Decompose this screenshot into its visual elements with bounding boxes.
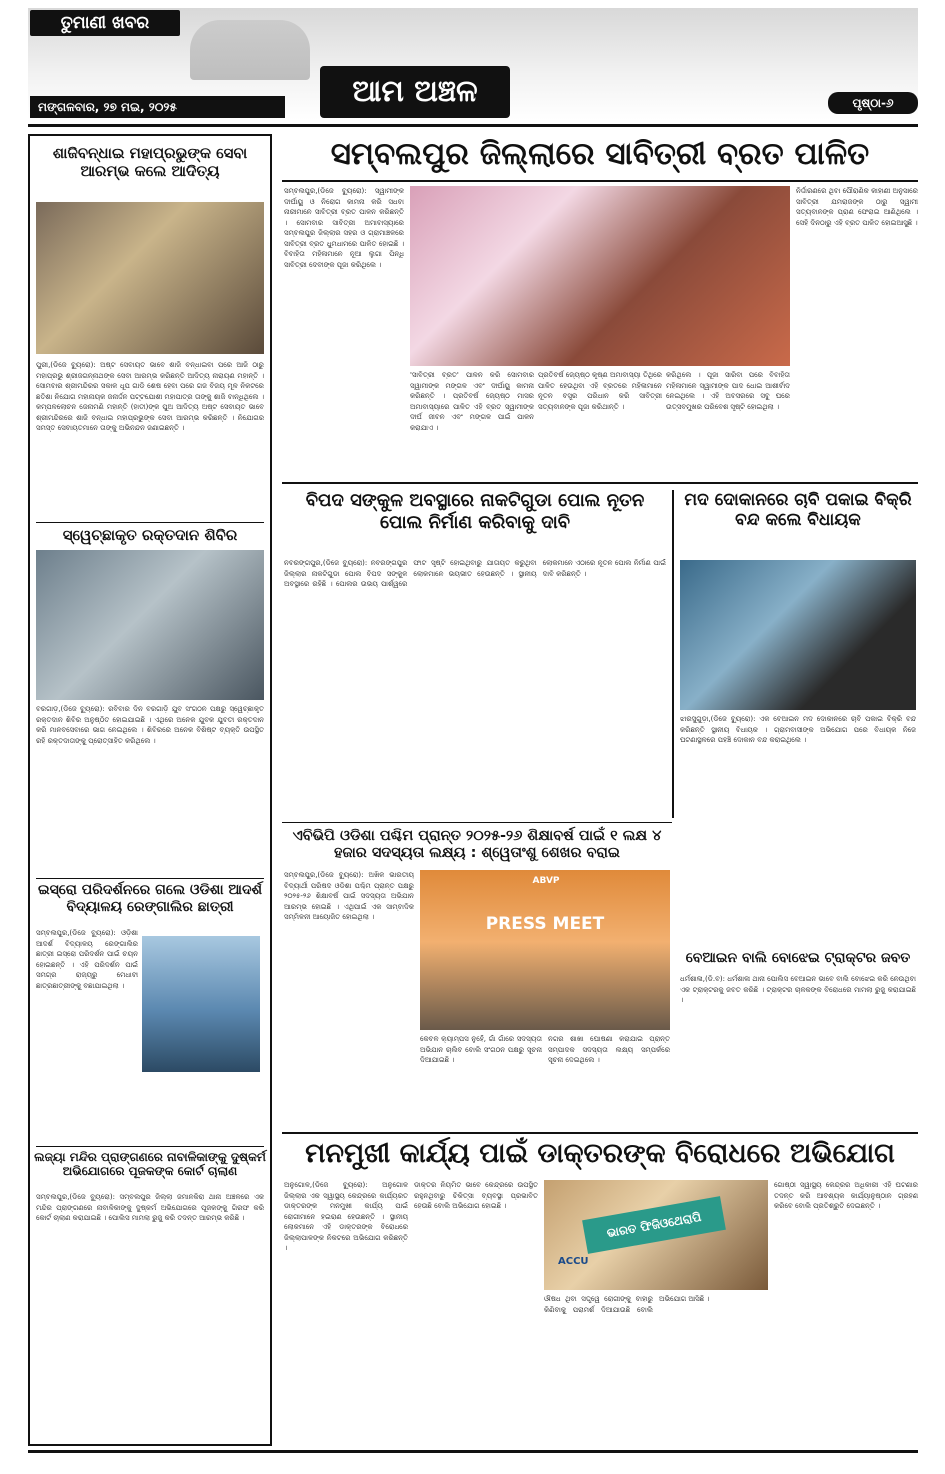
masthead-rule	[28, 124, 918, 127]
liquor-photo	[680, 560, 916, 710]
headline-rule	[282, 180, 918, 182]
divider	[36, 878, 264, 879]
bridge-body: ନବରଙ୍ଗପୁର,(ଡିଜେ ବ୍ୟୁରୋ): ନବରଙ୍ଗପୁର ଜିଲ୍ଲାର ନାକଟିଗୁଡା ପୋଲ ବିପଦ ସଙ୍କୁଳ ଅବସ୍ଥାରେ ରହିଛି । ପୋଲର ଉଭୟ ପାର୍ଶ୍ୱରେ ଫାଟ ସୃଷ୍ଟି ହୋଇଥିବାରୁ ଯାତାୟତ କରୁଥିବା ଲୋକମାନେ ଭୟଭୀତ ହେଉଛନ୍ତି । ସ୍ଥାନୀୟ ଲୋକମାନେ ଏଠାରେ ନୂତନ ପୋଲ ନିର୍ମାଣ ପାଇଁ ଦାବି କରିଛନ୍ତି ।	[284, 559, 666, 588]
dateline: ମଙ୍ଗଳବାର, ୨୭ ମଇ, ୨୦୨୫	[30, 96, 285, 118]
clinic-card: ଭାରତ ଫିଜିଓଥେରାପି	[582, 1196, 726, 1254]
story3-headline: ଇସ୍ରୋ ପରିଦର୍ଶନରେ ଗଲେ ଓଡିଶା ଆଦର୍ଶ ବିଦ୍ୟାଳୟ ରେଙ୍ଗାଲିର ଛାତ୍ରୀ	[38, 882, 262, 915]
temple-silhouette	[190, 20, 310, 80]
liquor-headline: ମଦ ଦୋକାନରେ ଚାବି ପକାଇ ବିକ୍ରି ବନ୍ଦ କଲେ ବିଧାୟକ	[684, 490, 912, 531]
main-body-e: ନିର୍ଦ୍ଦାରଣରେ ଥିବା ପୌରାଣିକ କାହାଣୀ ଅନୁସାରେ ସାବିତ୍ରୀ ଯମରାଜଙ୍କ ଠାରୁ ସ୍ୱାମୀ ସତ୍ୟବାନଙ୍କ ପ୍ରାଣ ଫେରାଇ ଆଣିଥିଲେ । ସେହି ଦିନଠାରୁ ଏହି ବ୍ରତ ପାଳିତ ହୋଇଆସୁଛି ।	[796, 187, 918, 227]
doctor-body-d: ଗୋଷ୍ଠୀ ସ୍ୱାସ୍ଥ୍ୟ କେନ୍ଦ୍ରର ଅଧିକାରୀ ଏହି ଘଟଣାର ତଦନ୍ତ କରି ଆବଶ୍ୟକ କାର୍ଯ୍ୟାନୁଷ୍ଠାନ ଗ୍ରହଣ କରିବେ ବୋଲି ପ୍ରତିଶ୍ରୁତି ଦେଇଛନ୍ତି ।	[774, 1181, 918, 1210]
clinic-card-sub: ACCU	[558, 1256, 589, 1267]
story2-headline: ସ୍ୱେଚ୍ଛାକୃତ ରକ୍ତଦାନ ଶିବିର	[62, 526, 238, 544]
story2-body: ବରଗାଡ଼,(ଡିଜେ ବ୍ୟୁରୋ): ରବିବାର ଦିନ ବରଗାଡ଼ି ଯୁବ ସଂଗଠନ ପକ୍ଷରୁ ସ୍ୱେଚ୍ଛାକୃତ ରକ୍ତଦାନ ଶିବିର ଅନୁଷ୍ଠିତ ହୋଇଯାଇଛି । ଏଥିରେ ଅନେକ ଯୁବକ ଯୁବତୀ ରକ୍ତଦାନ କରି ମାନବସେବାରେ ଭାଗ ନେଇଥିଲେ । ଶିବିରରେ ଅନେକ ବିଶିଷ୍ଟ ବ୍ୟକ୍ତି ଉପସ୍ଥିତ ରହି ରକ୍ତଦାତାଙ୍କୁ ପ୍ରୋତ୍ସାହିତ କରିଥିଲେ ।	[36, 705, 264, 745]
press-meet-banner: PRESS MEET	[485, 914, 605, 934]
divider	[282, 822, 672, 823]
abvp-body-c: ନଗର ଶାଖା ଘୋଷଣା କରାଯାଇ ପ୍ରାନ୍ତ ସମ୍ପାଦକ ସଦସ୍ୟତା ଲକ୍ଷ୍ୟ ସମ୍ପର୍କରେ ସୂଚନା ଦେଇଥିଲେ ।	[548, 1035, 670, 1064]
main-body-a: ସମ୍ବଲପୁର,(ଡିଜେ ବ୍ୟୁରୋ): ସ୍ୱାମୀଙ୍କ ଦୀର୍ଘାୟୁ ଓ ନିରୋଗ କାମନା କରି ସଧବା ନାରୀମାନେ ସାବିତ୍ରୀ ବ୍ରତ ପାଳନ କରିଛନ୍ତି । ସୋମବାର ସାବିତ୍ରୀ ଅମାବାସ୍ୟାରେ ସମ୍ବଲପୁର ଜିଲ୍ଲାର ସହର ଓ ଗ୍ରାମାଞ୍ଚଳରେ ସାବିତ୍ରୀ ବ୍ରତ ଧୁମଧାମରେ ପାଳିତ ହୋଇଛି । ବିବାହିତା ମହିଳାମାନେ ନୂଆ ଲୁଗା ପିନ୍ଧି ସାବିତ୍ରୀ ଦେବୀଙ୍କ ପୂଜା କରିଥିଲେ ।	[284, 187, 404, 269]
story1-body: ପୁରୀ,(ଡିଜେ ବ୍ୟୁରୋ): ଅଷ୍ଟ ସେବାୟତ ଭାବେ ଶାଜି ବନ୍ଧାଇବା ପରେ ଆଜି ଠାରୁ ମହାପ୍ରଭୁ ଶ୍ରୀଜଗନ୍ନାଥଙ୍କ ସେବା ଆରମ୍ଭ କରିଛନ୍ତି ଆଦିତ୍ୟ ନାରାୟଣ ମହାନ୍ତି । ସୋମବାର ଶ୍ରୀମନ୍ଦିରର ସକାଳ ଧୂପ ଗାଡି ଶେଷ ହେବା ପରେ ଗଜ ବିଜୟ ମୂଳ ନିକଟରେ ଛତିଶା ନିଯୋଗ ମହାନାୟକ ଜନାର୍ଦ୍ଦନ ପଟ୍ଟଯୋଶୀ ମହାପାତ୍ର ତାଙ୍କୁ ଶାଜି ବାନ୍ଧିଥିଲେ । କମ୍ପଳଲୋଚନ ଜେନାମଣି ମହାନ୍ତି (ହାତୀ)ଙ୍କ ପୁଅ ଆଦିତ୍ୟ ଅଷ୍ଟ ସେବାୟତ ଭାବେ ଶ୍ରୀମନ୍ଦିରରେ ଶାଜି ବନ୍ଧାଇ ମହାପ୍ରଭୁଙ୍କ ସେବା ଆରମ୍ଭ କରିଛନ୍ତି । ନିଯୋଗର ସମସ୍ତ ସେବାୟତମାନେ ତାଙ୍କୁ ଅଭିନନ୍ଦନ ଜଣାଇଛନ୍ତି ।	[36, 361, 264, 432]
liquor-body: ଝାରସୁଗୁଡ଼ା,(ଡିଜେ ବ୍ୟୁରୋ): ଏକ ବେଆଇନ ମଦ ଦୋକାନରେ ଚାବି ପକାଇ ବିକ୍ରି ବନ୍ଦ କରିଛନ୍ତି ସ୍ଥାନୀୟ ବିଧାୟକ । ଗ୍ରାମବାସୀଙ୍କ ଅଭିଯୋଗ ପରେ ବିଧାୟକ ନିଜେ ଘଟଣାସ୍ଥଳରେ ପହଞ୍ଚି ଦୋକାନ ବନ୍ଦ କରାଇଥିଲେ ।	[680, 715, 916, 744]
story3-body: ସମ୍ବଲପୁର,(ଡିଜେ ବ୍ୟୁରୋ): ଓଡ଼ିଶା ଆଦର୍ଶ ବିଦ୍ୟାଳୟ ରେଙ୍ଗାଲିର ଛାତ୍ରୀ ଇସ୍ରୋ ପରିଦର୍ଶନ ପାଇଁ ଚୟନ ହୋଇଛନ୍ତି । ଏହି ପରିଦର୍ଶନ ପାଇଁ ସମଗ୍ର ରାଜ୍ୟରୁ ମେଧାବୀ ଛାତ୍ରଛାତ୍ରୀଙ୍କୁ ବଛାଯାଇଥିଲା ।	[36, 929, 138, 990]
page-number: ପୃଷ୍ଠା-୬	[828, 92, 918, 114]
doctor-body-a: ଅନୁଗୋଳ,(ଡିଜେ ବ୍ୟୁରୋ): ଅନୁଗୋଳ ଜିଲ୍ଲାର ଏକ ସ୍ୱାସ୍ଥ୍ୟ କେନ୍ଦ୍ରରେ କାର୍ଯ୍ୟରତ ଡାକ୍ତରଙ୍କ ମନମୁଖୀ କାର୍ଯ୍ୟ ପାଇଁ ରୋଗୀମାନେ ହଇରାଣ ହେଉଛନ୍ତି । ସ୍ଥାନୀୟ ଲୋକମାନେ ଏହି ଡାକ୍ତରଙ୍କ ବିରୋଧରେ ଜିଲ୍ଲାପାଳଙ୍କ ନିକଟରେ ଅଭିଯୋଗ କରିଛନ୍ତି ।	[284, 1181, 408, 1252]
divider	[36, 522, 264, 523]
story3-photo	[142, 936, 260, 1072]
story4-headline: ଲଜ୍ୟା ମନ୍ଦିର ପ୍ରାଙ୍ଗଣରେ ନାବାଳିକାଙ୍କୁ ଦୁଷ୍କର୍ମ ଅଭିଯୋଗରେ ପୂଜକଙ୍କ କୋର୍ଟ ଚାଲାଣ	[34, 1150, 266, 1179]
abvp-headline: ଏବିଭିପି ଓଡିଶା ପଶ୍ଚିମ ପ୍ରାନ୍ତ ୨୦୨୫-୨୬ ଶିକ୍ଷାବର୍ଷ ପାଇଁ ୧ ଲକ୍ଷ ୪ ହଜାର ସଦସ୍ୟତା ଲକ୍ଷ୍ୟ : ଶ୍ୱେତାଂଶୁ ଶେଖର ବରାଇ	[292, 828, 662, 862]
column-rule	[672, 490, 674, 818]
abvp-body-a: ସମ୍ବଲପୁର,(ଡିଜେ ବ୍ୟୁରୋ): ଅଖିଳ ଭାରତୀୟ ବିଦ୍ୟାର୍ଥୀ ପରିଷଦ ଓଡିଶା ପଶ୍ଚିମ ପ୍ରାନ୍ତ ପକ୍ଷରୁ ୨୦୨୫-୨୬ ଶିକ୍ଷାବର୍ଷ ପାଇଁ ସଦସ୍ୟତା ଅଭିଯାନ ଆରମ୍ଭ ହୋଇଛି । ଏଥିପାଇଁ ଏକ ସାମ୍ବାଦିକ ସମ୍ମିଳନୀ ଆୟୋଜିତ ହୋଇଥିଲା ।	[284, 871, 414, 921]
abvp-photo	[420, 870, 670, 1030]
doctor-body-b: ଡାକ୍ତର ନିୟମିତ ଭାବେ କେନ୍ଦ୍ରରେ ଉପସ୍ଥିତ ରହୁନଥିବାରୁ ଚିକିତ୍ସା ବ୍ୟବସ୍ଥା ପ୍ରଭାବିତ ହେଉଛି ବୋଲି ଅଭିଯୋଗ ହୋଇଛି ।	[414, 1181, 538, 1210]
story4-body: ସମ୍ବଲପୁର,(ଡିଜେ ବ୍ୟୁରୋ): ସମ୍ବଲପୁର ଜିଲ୍ଲା ଜମାନକିରା ଥାନା ଅଞ୍ଚଳରେ ଏକ ମନ୍ଦିର ପ୍ରାଙ୍ଗଣରେ ନାବାଳିକାଙ୍କୁ ଦୁଷ୍କର୍ମ ଅଭିଯୋଗରେ ପୂଜକଙ୍କୁ ଗିରଫ କରି କୋର୍ଟ ଚାଲାଣ କରାଯାଇଛି । ପୋଲିସ ମାମଲା ରୁଜୁ କରି ତଦନ୍ତ ଆରମ୍ଭ କରିଛି ।	[36, 1193, 264, 1222]
doctor-body-c: ଔଷଧ ଥିବା ସତ୍ତ୍ୱେ ରୋଗୀଙ୍କୁ ବାହାରୁ କିଣିବାକୁ ପରାମର୍ଶ ଦିଆଯାଉଛି ବୋଲି ଅଭିଯୋଗ ଆସିଛି ।	[544, 1295, 710, 1314]
main-headline: ସମ୍ବଲପୁର ଜିଲ୍ଲାରେ ସାବିତ୍ରୀ ବ୍ରତ ପାଳିତ	[330, 136, 870, 172]
bridge-headline: ବିପଦ ସଙ୍କୁଳ ଅବସ୍ଥାରେ ନାକଟିଗୁଡା ପୋଲ ନୂତନ ପୋଲ ନିର୍ମାଣ କରିବାକୁ ଦାବି	[305, 490, 645, 533]
brand-logo: ତୁମାଣୀ ଖବର	[30, 10, 180, 36]
main-body-b: 'ସାବିତ୍ରୀ ବ୍ରତ' ପାଳନ କରି ସୋମବାର ସ୍ୱାମୀଙ୍କ ମଙ୍ଗଳ ଏବଂ ଦୀର୍ଘାୟୁ କାମନା କରିଛନ୍ତି । ପ୍ରତିବର୍ଷ ଜ୍ୟେଷ୍ଠ ମାସର ଅମାବାସ୍ୟାରେ ପାଳିତ ଏହି ବ୍ରତ ସ୍ୱାମୀଙ୍କ ଦୀର୍ଘ ଜୀବନ ଏବଂ ମଙ୍ଗଳ ପାଇଁ ପାଳନ କରାଯାଏ ।	[410, 371, 534, 432]
doctor-headline: ମନମୁଖୀ କାର୍ଯ୍ୟ ପାଇଁ ଡାକ୍ତରଙ୍କ ବିରୋଧରେ ଅଭିଯୋଗ	[305, 1138, 895, 1169]
sand-headline: ବେଆଇନ ବାଲି ବୋଝେଇ ଟ୍ରାକ୍ଟର ଜବତ	[685, 950, 911, 966]
section-title: ଆମ ଅଞ୍ଚଳ	[320, 66, 510, 118]
main-body-d: କରିଥିଲେ । ପୂଜା ସାରିବା ପରେ ବିବାହିତା ମହିଳାମାନେ ସ୍ୱାମୀଙ୍କ ପାଦ ଧୋଇ ଆଶୀର୍ବାଦ ନେଇଥିଲେ । ଏହି ଅବସରରେ ସବୁ ଘରେ ଉତ୍ସବମୁଖର ପରିବେଶ ସୃଷ୍ଟି ହୋଇଥିଲା ।	[666, 371, 790, 411]
sand-body: ଧର୍ମଶାଳା,(ଡି.ବ): ଧର୍ମଶାଳା ଥାନା ପୋଲିସ ବେଆଇନ ଭାବେ ବାଲି ବୋଝେଇ କରି ନେଉଥିବା ଏକ ଟ୍ରାକ୍ଟରକୁ ଜବତ କରିଛି । ଟ୍ରାକ୍ଟର ଚାଳକଙ୍କ ବିରୋଧରେ ମାମଲା ରୁଜୁ କରାଯାଇଛି ।	[680, 975, 916, 1004]
story1-photo	[36, 202, 264, 354]
story2-photo	[36, 550, 264, 700]
main-photo	[410, 186, 790, 366]
footer-rule	[28, 1450, 918, 1453]
divider	[36, 1146, 264, 1147]
abvp-body-b: କେବଳ କ୍ୟାମ୍ପସ ନୁହେଁ, ଗାଁ ଗାଁରେ ସଦସ୍ୟତା ଅଭିଯାନ ଚାଲିବ ବୋଲି ସଂଗଠନ ପକ୍ଷରୁ ସୂଚନା ଦିଆଯାଇଛି ।	[420, 1035, 542, 1064]
story1-headline: ଶାଜିବନ୍ଧାଇ ମହାପ୍ରଭୁଙ୍କ ସେବା ଆରମ୍ଭ କଲେ ଆଦିତ୍ୟ	[52, 144, 248, 180]
section-rule	[282, 1132, 918, 1134]
main-body-c: ପ୍ରତିବର୍ଷ ଜ୍ୟେଷ୍ଠ କୃଷ୍ଣ ଅମାବାସ୍ୟା ତିଥିରେ ପାଳିତ ହେଉଥିବା ଏହି ବ୍ରତରେ ମହିଳାମାନେ ନୂତନ ବସ୍ତ୍ର ପରିଧାନ କରି ସାବିତ୍ରୀ ସତ୍ୟବାନଙ୍କ ପୂଜା କରିଥାନ୍ତି ।	[538, 371, 662, 411]
doctor-photo	[544, 1180, 768, 1290]
section-rule	[282, 482, 918, 484]
abvp-banner: ABVP	[532, 876, 560, 886]
